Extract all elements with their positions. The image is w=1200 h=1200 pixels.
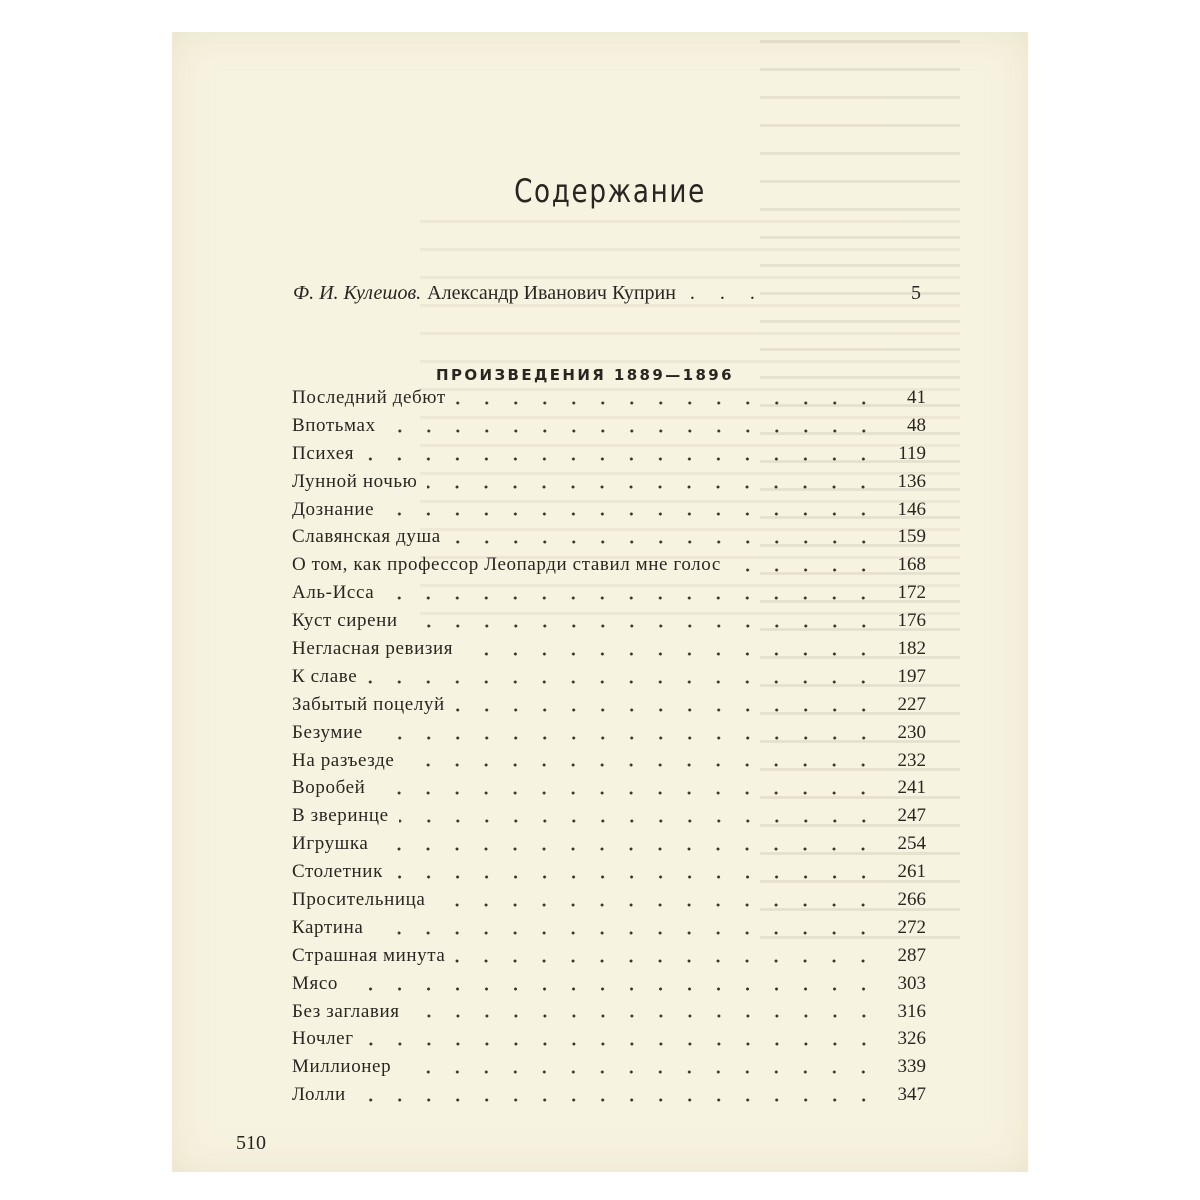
toc-entry-title: О том, как профессор Леопарди ставил мне голос bbox=[292, 554, 721, 576]
intro-page-number: 5 bbox=[911, 282, 921, 304]
toc-entry-title: Лолли bbox=[292, 1084, 346, 1106]
toc-entry bbox=[292, 774, 926, 802]
toc-entry-title: Миллионер bbox=[292, 1056, 392, 1078]
page-folio: 510 bbox=[236, 1132, 266, 1154]
dot-leader bbox=[373, 731, 878, 745]
toc-entry bbox=[292, 551, 926, 579]
toc-entry-title: Безумие bbox=[292, 721, 363, 743]
toc-entry-title: Картина bbox=[292, 916, 364, 938]
dot-leader bbox=[451, 535, 878, 549]
toc-entry-title: Лунной ночью bbox=[292, 470, 418, 492]
toc-entry-title: Куст сирени bbox=[292, 610, 398, 632]
intro-title: Александр Иванович Куприн bbox=[427, 282, 676, 304]
dot-leader bbox=[456, 396, 878, 410]
toc-entry bbox=[292, 1025, 926, 1053]
toc-entry-page: 227 bbox=[897, 693, 926, 715]
toc-entry-page: 347 bbox=[897, 1084, 926, 1106]
dot-leader bbox=[378, 842, 878, 856]
dot-leader bbox=[731, 563, 878, 577]
toc-entry bbox=[292, 635, 926, 663]
toc-entry-page: 339 bbox=[897, 1056, 926, 1078]
toc-entry bbox=[292, 468, 926, 496]
toc-entry bbox=[292, 830, 926, 858]
toc-entry bbox=[292, 412, 926, 440]
toc-entry bbox=[292, 523, 926, 551]
contents-title: Содержание bbox=[514, 172, 706, 210]
toc-entry-page: 247 bbox=[897, 805, 926, 827]
toc-entry-page: 41 bbox=[907, 386, 926, 408]
toc-entry bbox=[292, 998, 926, 1026]
toc-entry-title: Игрушка bbox=[292, 833, 369, 855]
toc-entry bbox=[292, 607, 926, 635]
toc-entry bbox=[292, 663, 926, 691]
toc-entry-title: Просительница bbox=[292, 888, 426, 910]
dot-leader bbox=[384, 507, 878, 521]
dot-leader bbox=[367, 675, 878, 689]
dot-leader bbox=[463, 647, 878, 661]
toc-entry-page: 326 bbox=[897, 1028, 926, 1050]
toc-entry-title: Негласная ревизия bbox=[292, 637, 454, 659]
toc-entry bbox=[292, 719, 926, 747]
dot-leader bbox=[410, 1009, 878, 1023]
toc-entry-title: Последний дебют bbox=[292, 386, 446, 408]
toc-entry bbox=[292, 970, 926, 998]
dot-leader bbox=[386, 424, 878, 438]
toc-entry-page: 159 bbox=[897, 526, 926, 548]
toc-entry-title: К славе bbox=[292, 665, 358, 687]
dot-leader bbox=[455, 703, 878, 717]
dot-leader bbox=[364, 452, 878, 466]
toc-entry-page: 136 bbox=[897, 470, 926, 492]
dot-leader bbox=[375, 786, 878, 800]
dot-leader bbox=[435, 898, 878, 912]
toc-entry-title: Столетник bbox=[292, 861, 383, 883]
toc-entry bbox=[292, 914, 926, 942]
toc-entry-page: 316 bbox=[897, 1000, 926, 1022]
dot-leader bbox=[384, 591, 878, 605]
toc-entry-title: Страшная минута bbox=[292, 944, 446, 966]
toc-entry-page: 197 bbox=[897, 665, 926, 687]
toc-entry bbox=[292, 384, 926, 412]
toc-entry-title: В зверинце bbox=[292, 805, 389, 827]
toc-entry-page: 272 bbox=[897, 916, 926, 938]
toc-entry bbox=[292, 440, 926, 468]
intro-dots: . . . bbox=[689, 282, 765, 304]
toc-entry-page: 168 bbox=[897, 554, 926, 576]
dot-leader bbox=[401, 1065, 878, 1079]
section-heading: ПРОИЗВЕДЕНИЯ 1889—1896 bbox=[436, 366, 734, 384]
toc-entry-page: 48 bbox=[907, 414, 926, 436]
toc-entry bbox=[292, 1053, 926, 1081]
intro-author: Ф. И. Кулешов. bbox=[293, 282, 422, 304]
toc-entry-title: Забытый поцелуй bbox=[292, 693, 445, 715]
toc-entry-title: Воробей bbox=[292, 777, 366, 799]
toc-entry-page: 287 bbox=[897, 944, 926, 966]
toc-entry-title: Аль-Исса bbox=[292, 582, 375, 604]
toc-entry-page: 146 bbox=[897, 498, 926, 520]
dot-leader bbox=[404, 758, 878, 772]
toc-entry-page: 241 bbox=[897, 777, 926, 799]
dot-leader bbox=[356, 1093, 878, 1107]
toc-entry bbox=[292, 942, 926, 970]
dot-leader bbox=[348, 982, 878, 996]
toc-entry-page: 254 bbox=[897, 833, 926, 855]
toc-entry-title: Дознание bbox=[292, 498, 375, 520]
toc-entry-title: Мясо bbox=[292, 972, 338, 994]
toc-entry-page: 266 bbox=[897, 888, 926, 910]
dot-leader bbox=[393, 870, 878, 884]
dot-leader bbox=[408, 619, 878, 633]
toc-entry-page: 176 bbox=[897, 610, 926, 632]
toc-entry-title: На разъезде bbox=[292, 749, 395, 771]
toc-entry-page: 182 bbox=[897, 637, 926, 659]
toc-entry bbox=[292, 886, 926, 914]
dot-leader bbox=[427, 480, 878, 494]
toc-entry bbox=[292, 747, 926, 775]
toc-entry-page: 232 bbox=[897, 749, 926, 771]
toc-entry bbox=[292, 1081, 926, 1109]
intro-entry bbox=[293, 282, 925, 312]
toc-entry-title: Славянская душа bbox=[292, 526, 441, 548]
toc-entry bbox=[292, 579, 926, 607]
toc-entry bbox=[292, 858, 926, 886]
dot-leader bbox=[364, 1037, 878, 1051]
toc-entry-page: 172 bbox=[897, 582, 926, 604]
toc-entry-page: 261 bbox=[897, 861, 926, 883]
toc-entry-title: Ночлег bbox=[292, 1028, 354, 1050]
toc-entry bbox=[292, 691, 926, 719]
toc-entry-page: 119 bbox=[898, 442, 926, 464]
toc-entry-page: 303 bbox=[897, 972, 926, 994]
dot-leader bbox=[373, 926, 878, 940]
toc-entry bbox=[292, 496, 926, 524]
toc-list bbox=[292, 384, 926, 1109]
dot-leader bbox=[455, 954, 878, 968]
toc-entry-page: 230 bbox=[897, 721, 926, 743]
toc-entry-title: Впотьмах bbox=[292, 414, 376, 436]
toc-entry-title: Психея bbox=[292, 442, 355, 464]
toc-entry bbox=[292, 802, 926, 830]
dot-leader bbox=[399, 814, 878, 828]
toc-entry-title: Без заглавия bbox=[292, 1000, 400, 1022]
